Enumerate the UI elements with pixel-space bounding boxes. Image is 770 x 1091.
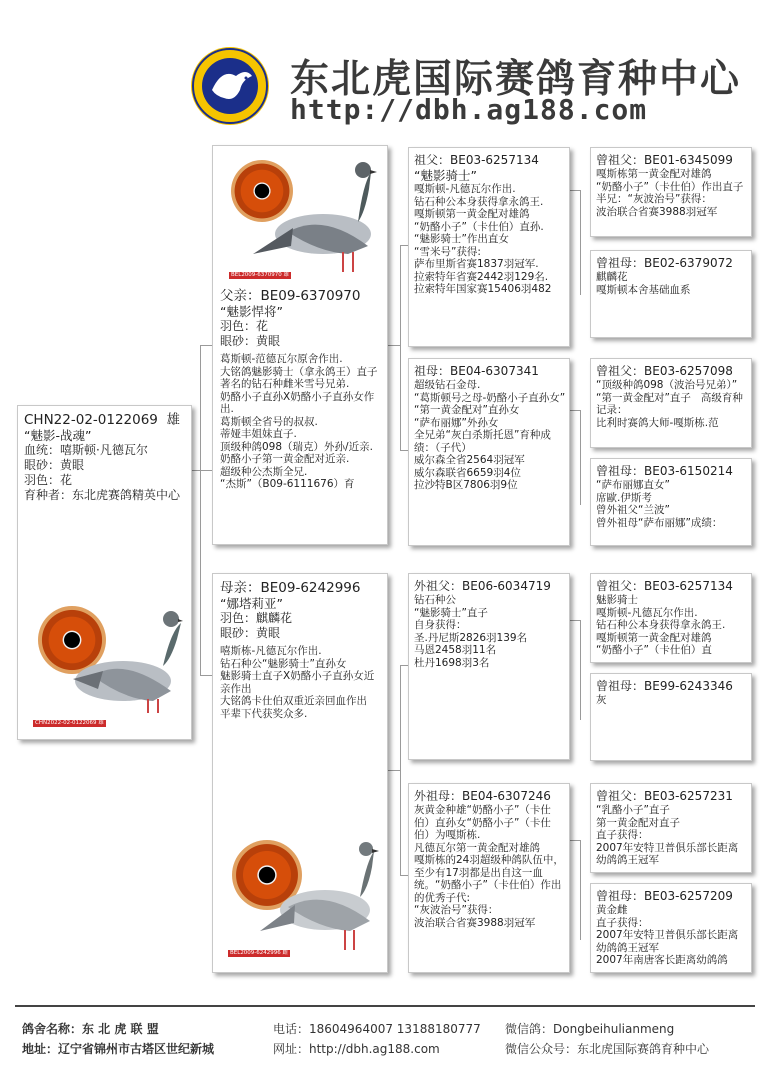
- grandsire-paternal-name: “魅影骑士”: [414, 168, 477, 183]
- dam-name: “娜塔莉亚”: [220, 596, 283, 611]
- header-url[interactable]: http://dbh.ag188.com: [290, 93, 648, 126]
- header-title: 东北虎国际赛鸽育种中心: [290, 57, 742, 102]
- grandsire-maternal-card: [408, 573, 570, 760]
- photo-tag: BEL2009-6370970 雄: [231, 272, 290, 278]
- subject-sex: 雄: [166, 412, 180, 428]
- connector-line: [200, 675, 212, 676]
- connector-line: [192, 470, 212, 471]
- great-grandparent-card: [590, 573, 752, 663]
- dam-desc: 嘻斯栋-凡德瓦尔作出. 钻石种公“魅影骑士”直孙女 魅影骑士直子X奶酪小子直孙女近亲作出 大铭鸽卡仕伯双重近亲回血作出 平辈下代获奖众多.: [220, 645, 375, 720]
- dam-feather: 羽色：麒麟花: [220, 611, 293, 625]
- great-grandparent-card: [590, 458, 752, 546]
- photo-tag: CHN2022-02-0122069 雄: [35, 720, 104, 726]
- pigeon-photo: [53, 601, 183, 731]
- great-grandparent-card: [590, 358, 752, 448]
- great-grandparent-ring: 曾祖母：BE03-6150214: [596, 464, 733, 478]
- great-grandparent-desc: 魅影骑士 嘎斯顿-凡德瓦尔作出. 钻石种公本身获得拿永鸽王. 嘎斯顿第一黄金配对雄鸽 “奶酪小子”（卡仕伯）直: [596, 594, 726, 656]
- sire-ring: 父亲：BE09-6370970: [220, 288, 361, 304]
- great-grandparent-card: [590, 673, 752, 761]
- grandsire-paternal-ring: 祖父：BE03-6257134: [414, 153, 539, 167]
- great-grandparent-ring: 曾祖父：BE01-6345099: [596, 153, 733, 167]
- connector-line: [388, 770, 400, 771]
- great-grandparent-ring: 曾祖母：BE03-6257209: [596, 889, 733, 903]
- footer-address: 地址：辽宁省锦州市古塔区世纪新城: [22, 1042, 215, 1056]
- granddam-paternal-desc: 超级钻石金母. “葛斯顿号之母-奶酪小子直孙女” “第一黄金配对”直孙女 “萨布丽娜”外孙女 全兄弟“灰白杀斯托恩”育种成绩：（子代） 威尔森全省2564羽冠军 威尔森联省6659羽4位 拉沙特B区7806羽9位: [414, 379, 566, 491]
- connector-line: [570, 840, 580, 841]
- great-grandparent-desc: 黄金雌 直子获得： 2007年安特卫普俱乐部长距离幼鸽鸽王冠军 2007年南唐客长距离幼鸽鸽: [596, 904, 739, 966]
- subject-name: “魅影-战魂”: [24, 428, 92, 443]
- granddam-paternal-ring: 祖母：BE04-6307341: [414, 364, 539, 378]
- granddam-maternal-ring: 外祖母：BE04-6307246: [414, 789, 551, 803]
- connector-line: [570, 190, 580, 191]
- great-grandparent-ring: 曾祖父：BE03-6257134: [596, 579, 733, 593]
- great-grandparent-desc: 灰: [596, 694, 607, 706]
- great-grandparent-desc: 麒麟花 嘎斯顿本舍基础血系: [596, 271, 691, 296]
- great-grandparent-card: [590, 147, 752, 237]
- subject-ring: CHN22-02-0122069: [24, 412, 158, 428]
- subject-bloodline: 血统：嘻斯顿·凡德瓦尔: [24, 443, 148, 457]
- sire-name: “魅影悍将”: [220, 304, 283, 319]
- grandsire-maternal-desc: 钻石种公 “魅影骑士”直子 自身获得： 圣.丹尼斯2826羽139名 马恩2458羽11名 杜丹1698羽3名: [414, 594, 528, 669]
- great-grandparent-card: [590, 883, 752, 973]
- connector-line: [388, 345, 400, 346]
- footer-phone: 电话：18604964007 13188180777: [273, 1022, 481, 1036]
- great-grandparent-desc: “萨布丽娜直女” 席歐.伊斯考 曾外祖父“兰波” 曾外祖母“萨布丽娜”成绩：: [596, 479, 723, 529]
- great-grandparent-desc: “顶级种鸽098（波治号兄弟）” “第一黄金配对”直子 高级育种记录： 比利时赛鸽大师-嘎斯栋.范: [596, 379, 743, 429]
- connector-line: [580, 620, 581, 720]
- great-grandparent-card: [590, 250, 752, 338]
- great-grandparent-desc: 嘎斯栋第一黄金配对雄鸽 “奶酪小子”（卡仕伯）作出直子 半兄：“灰波治号”获得： 波治联合省赛3988羽冠军: [596, 168, 744, 218]
- connector-line: [570, 620, 580, 621]
- connector-line: [400, 665, 401, 875]
- connector-line: [400, 245, 401, 450]
- connector-line: [580, 410, 581, 505]
- sire-card: [212, 145, 388, 545]
- great-grandparent-card: [590, 783, 752, 873]
- great-grandparent-ring: 曾祖父：BE03-6257231: [596, 789, 733, 803]
- connector-line: [200, 345, 201, 675]
- sire-feather: 羽色：花: [220, 319, 269, 333]
- granddam-paternal-card: [408, 358, 570, 546]
- connector-line: [200, 345, 212, 346]
- photo-tag: BEL2009-6242996 雌: [230, 950, 289, 956]
- great-grandparent-ring: 曾祖母：BE02-6379072: [596, 256, 733, 270]
- logo: [190, 46, 270, 126]
- granddam-maternal-card: [408, 783, 570, 973]
- footer-official-account: 微信公众号：东北虎国际赛鸽育种中心: [505, 1042, 710, 1056]
- grandsire-paternal-desc: 嘎斯顿-凡德瓦尔作出. 钻石种公本身获得拿永鸽王. 嘎斯顿第一黄金配对雄鸽 “奶酪小子”（卡仕伯）直孙. “魅影骑士”作出直女 “雪米号”获得: 萨布里斯省赛1837羽冠军. 拉索特年省赛2442羽129名. 拉索特年国家赛15406羽482: [414, 183, 552, 295]
- dam-ring: 母亲：BE09-6242996: [220, 580, 361, 596]
- subject-card: [17, 405, 192, 740]
- pigeon-photo: [250, 835, 385, 965]
- grandsire-paternal-card: [408, 147, 570, 347]
- great-grandparent-desc: “乳酪小子”直子 第一黄金配对直子 直子获得： 2007年安特卫普俱乐部长距离幼鸽鸽王冠军: [596, 804, 739, 866]
- granddam-maternal-desc: 灰黄金种雄“奶酪小子”（卡仕伯）直孙女“奶酪小子”（卡仕伯）为嘎斯栋. 凡德瓦尔第一黄金配对雄鸽 嘎斯栋的24羽超级种鸽队伍中，至少有17羽都是出自这一血统。“奶酪小子”（卡仕伯）作出的优秀子代: “灰波治号”获得： 波治联合省赛3988羽冠军: [414, 804, 564, 929]
- sire-desc: 葛斯顿-范德瓦尔原舍作出. 大铭鸽魅影骑士（拿永鸽王）直子 著名的钻石种雌米雪号兄弟. 奶酪小子直孙X奶酪小子直孙女作出. 葛斯顿全省号的叔叔. 蒂娅丰姐妹直子. 顶级种鸽098（瑞克）外孙/近亲. 奶酪小子第一黄金配对近亲. 超级种公杰斯全兄. “杰斯”（B09-6111676）育: [220, 353, 378, 490]
- footer-loft-name: 鸽舍名称：东 北 虎 联 盟: [22, 1022, 159, 1036]
- footer-wechat: 微信鸽：Dongbeihulianmeng: [505, 1022, 675, 1036]
- dam-eye: 眼砂：黄眼: [220, 626, 281, 640]
- subject-breeder: 育种者：东北虎赛鸽精英中心: [24, 488, 181, 502]
- subject-eye: 眼砂：黄眼: [24, 458, 85, 472]
- subject-feather: 羽色：花: [24, 473, 73, 487]
- great-grandparent-ring: 曾祖母：BE99-6243346: [596, 679, 733, 693]
- connector-line: [580, 190, 581, 295]
- footer-divider: [15, 1005, 755, 1007]
- pigeon-photo: [243, 154, 383, 284]
- connector-line: [580, 840, 581, 940]
- connector-line: [570, 410, 580, 411]
- sire-eye: 眼砂：黄眼: [220, 334, 281, 348]
- great-grandparent-ring: 曾祖父：BE03-6257098: [596, 364, 733, 378]
- footer-website[interactable]: 网址：http://dbh.ag188.com: [273, 1042, 440, 1056]
- grandsire-maternal-ring: 外祖父：BE06-6034719: [414, 579, 551, 593]
